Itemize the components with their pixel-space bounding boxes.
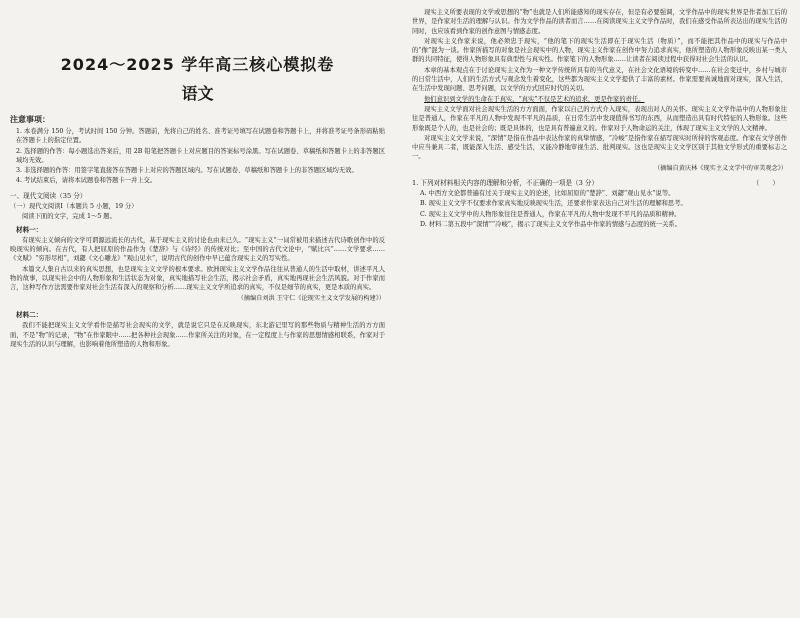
- material-source: （摘编自黄庆林《现实主义文学中的审美观念》）: [653, 164, 787, 172]
- exam-title: 2024～2025 学年高三核心模拟卷: [60, 55, 335, 74]
- material-two-label: 材料二：: [16, 311, 43, 320]
- body-paragraph: 对现实主义作家来说，他必须忠于现实，“他的笔下的现实生活即在于现实生活（物质）”，而不能把其作品中的现实与作品中的“像”混为一谈。作家所描写的对象是社会现实中的人物，现实主义作家在创作中努力追求真实，他所塑造的人物形象反映出某一类人群的共同特征，使得人物形象具有典型性与真实性。作家笔下的人物形象……让读者在阅读过程中获得对社会生活的认识。: [412, 37, 787, 64]
- body-paragraph: 本章的基本观点在于讨论现实主义作为一种文学传统所具有的当代意义，在社会文化语境的转变中……在社会变迁中，乡村与城市的日常生活中，人们的生活方式与观念发生着变化，这些都为现实主义文学提供了丰富的素材。作家需要真诚地面对现实，深入生活，在生活中发现问题、思考问题，以文学的方式回应时代的关切。: [412, 66, 787, 93]
- material-one-label: 材料一：: [16, 225, 43, 234]
- question-text: 1. 下列对材料相关内容的理解和分析，不正确的一项是（3 分）: [412, 178, 599, 187]
- note-item: 2. 选择题的作答：每小题选出答案后，用 2B 铅笔把答题卡上对应题目的答案标号涂黑。写在试题卷、草稿纸和答题卡上的非答题区域均无效。: [16, 147, 385, 164]
- option-b: B. 现实主义文学不仅要求作家真实地反映现实生活，还要求作家表达自己对生活的理解和思考。: [420, 200, 687, 208]
- option-c: C. 现实主义文学中的人物形象往往是普通人，作家在平凡的人物中发现不平凡的品质和精神。: [420, 210, 681, 218]
- instruction-text: 阅读下面的文字，完成 1～5 题。: [22, 213, 116, 221]
- answer-paren: （ ）: [752, 178, 779, 187]
- material-one-source: （摘编自刘洪 王守仁《论现实主义文学发展的构建》）: [237, 295, 385, 303]
- material-one-paragraph: 本篇文人集自古以来的真实思想，也是现实主义文学的根本要求。欧洲现实主义文学作品往往从普通人的生活中取材，讲述平凡人物的故事，以现实社会中的人物形象和生活状态为对象，真实地描写社会生活，揭示社会矛盾，真实地再现社会生活风貌。对于作家而言，这种写作方法需要作家对社会生活有深入的观察和分析……现实主义文学所追求的真实，不仅是细节的真实，更是本质的真实。: [10, 265, 385, 292]
- note-item: 3. 非选择题的作答：用签字笔直接答在答题卡上对应的答题区域内。写在试题卷、草稿纸和答题卡上的非答题区域均无效。: [16, 167, 358, 175]
- section-heading: 一、现代文阅读（35 分）: [10, 191, 87, 200]
- left-column: [10, 0, 385, 618]
- question-stem: [412, 179, 787, 188]
- notes-heading: 注意事项：: [10, 115, 50, 124]
- body-paragraph: 现实主义文学面对社会现实生活的方方面面，作家以自己的方式介入现实，表现出对人的关怀。现实主义文学作品中的人物形象往往是普通人，作家在平凡的人物中发现不平凡的品质，在日常生活中发现值得书写的东西，从而塑造出具有时代特征的人物形象。这些形象既是个人的，也是社会的；既是具体的，也是具有普遍意义的。作家对于人物命运的关注，体现了现实主义文学的人文精神。: [412, 105, 787, 132]
- body-paragraph: 对现实主义文学来说，“深情”是指在作品中表达作家的真挚情感，“冷峻”是指作家在描写现实时所持的客观态度。作家在文学创作中应当兼具二者，既能深入生活、感受生活，又能冷静地审视生活、批判现实。这也是现实主义文学区别于其他文学形式的重要标志之一。: [412, 134, 787, 161]
- material-two-paragraph: 我们不能把现实主义文学看作是描写社会现实的文学，就是说它只是在反映现实，东北游记里写的那些物质与精神生活的方方面面，不是“物”的记录，“物”在作家眼中……把各种社会现象……作家所关注的对象，在一定程度上与作家的思想情感相联系，作家对于现实生活的认识与理解，也影响着他所塑造的人物和形象。: [10, 322, 385, 349]
- subject-title: 语文: [181, 84, 214, 103]
- option-d: D. 材料二第五段中“深情”“冷峻”，揭示了现实主义文学作品中作家的情感与态度的统一关系。: [420, 220, 681, 228]
- note-item: 1. 本卷满分 150 分，考试时间 150 分钟。答题前，先将自己的姓名、准考证号填写在试题卷和答题卡上，并将准考证号条形码粘贴在答题卡上的指定位置。: [16, 128, 385, 145]
- material-one-paragraph: 有现实主义倾向的文学可谓源远流长的古代，基于现实主义的讨论也由来已久。“现实主义”一词常被用来描述古代诗歌创作中的反映现实的倾向。在古代，有人把屈原的作品作为《楚辞》与《诗经》的传统对比；至中国的古代文论中，“赋比兴”……文学要求……《文赋》“穷形尽相”，刘勰《文心雕龙》“观山见水”，说明古代的创作中早已蕴含现实主义的写实性。: [10, 236, 385, 263]
- right-column: [412, 0, 787, 574]
- option-a: A. 中西方文论都普遍有过关于现实主义的论述，比如屈原的“楚辞”、刘勰“观山见水”说等。: [420, 190, 675, 198]
- body-paragraph: 现实主义所要表现的文学或思想的“物”也就是人们所能感知的现实存在，但是有必要强调，文学作品中的现实世界是作者加工后的世界，是作家对生活的理解与认识。作为文学作品的读者而言……在阅读现实主义文学作品时，我们在感受作品所表达出的现实生活的同时，也应该看到作家的创作意图与情感态度。: [412, 9, 787, 35]
- underlined-sentence: 他们意识到文学的生命在于真实，“真实”不仅是艺术的追求，更是作家的责任。: [424, 95, 645, 103]
- subsection-heading: （一）现代文阅读Ⅰ（本题共 5 小题，19 分）: [10, 203, 138, 211]
- note-item: 4. 考试结束后，请将本试题卷和答题卡一并上交。: [16, 177, 157, 185]
